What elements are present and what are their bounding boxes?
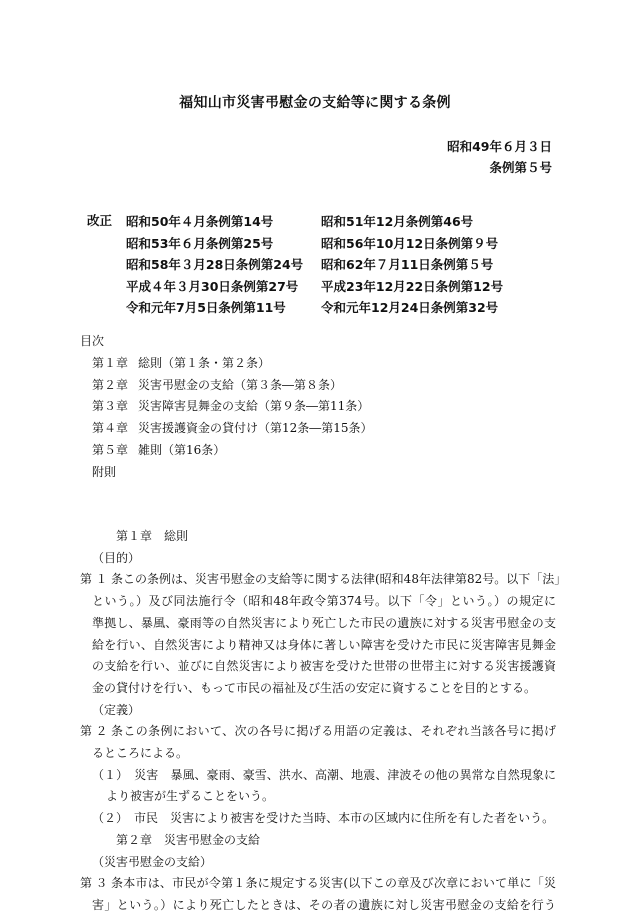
article-line: の支給を行い、並びに自然災害により被害を受けた世帯の世帯主に対する災害援護資 [92, 659, 556, 674]
article-line: という。）及び同法施行令（昭和48年政令第374号。以下「令」という。）の規定に [92, 594, 556, 609]
item-term: 市民 [134, 811, 159, 826]
article-line: 準拠し、暴風、豪雨等の自然災害により死亡した市民の遺族に対する災害弔慰金の支 [92, 615, 556, 630]
toc-supplement: 附則 [92, 464, 117, 479]
article-line: 金の貸付けを行い、もって市民の福祉及び生活の安定に資することを目的とする。 [92, 680, 537, 695]
ordinance-number: 条例第５号 [489, 160, 552, 175]
revision-entry: 昭和53年６月条例第25号 [126, 235, 274, 251]
toc-heading: 目次 [80, 334, 105, 348]
article-line: 第１条この条例は、災害弔慰金の支給等に関する法律(昭和48年法律第82号。以下「法」 [80, 569, 556, 591]
toc-chapter-number: 第３章 [92, 399, 129, 414]
revision-entry: 昭和50年４月条例第14号 [126, 214, 274, 229]
toc-chapter-title: 雑則（第16条） [138, 442, 226, 457]
chapter-heading: 第１章 総則 [116, 529, 189, 543]
revision-entry: 昭和58年３月28日条例第24号 [126, 257, 304, 272]
revision-entry: 昭和62年７月11日条例第５号 [321, 257, 494, 272]
revision-entry: 平成23年12月22日条例第12号 [321, 278, 504, 294]
table-of-contents [92, 353, 373, 483]
revision-label: 改正 [87, 213, 113, 228]
revision-entry: 昭和51年12月条例第46号 [321, 214, 474, 229]
article-caption: （災害弔慰金の支給） [92, 854, 213, 869]
page-title: 福知山市災害弔慰金の支給等に関する条例 [179, 95, 451, 111]
revision-row [126, 297, 503, 319]
toc-chapter-number: 第４章 [92, 421, 129, 436]
article-line: 給を行い、自然災害により精神又は身体に著しい障害を受けた市民に災害障害見舞金 [92, 637, 556, 652]
revision-row [126, 233, 503, 255]
toc-chapter-title: 災害障害見舞金の支給（第９条―第11条） [138, 399, 370, 414]
article-1 [80, 569, 567, 699]
chapter-heading: 第２章 災害弔慰金の支給 [116, 832, 261, 847]
toc-item [92, 353, 373, 375]
toc-chapter-title: 災害弔慰金の支給（第３条―第８条） [138, 377, 343, 392]
article-line: 第３条本市は、市民が令第１条に規定する災害(以下この章及び次章において単に「災 [80, 873, 556, 895]
revision-entry: 令和元年7月5日条例第11号 [126, 300, 286, 315]
article-number: 第１条 [80, 572, 123, 587]
article-number: 第３条 [80, 876, 123, 891]
toc-chapter-number: 第１章 [92, 356, 129, 370]
revision-entry: 令和元年12月24日条例第32号 [321, 300, 499, 315]
item-term: 災害 [134, 767, 159, 782]
toc-item [92, 375, 373, 397]
article-2 [80, 721, 556, 830]
article-caption: （目的） [92, 550, 141, 565]
article-caption: （定義） [92, 702, 141, 717]
item-number: （２） [92, 811, 123, 826]
toc-item [92, 462, 373, 484]
revision-row [126, 254, 503, 276]
toc-chapter-title: 総則（第１条・第２条） [138, 356, 271, 370]
toc-chapter-number: 第５章 [92, 442, 129, 457]
toc-chapter-title: 災害援護資金の貸付け（第12条―第15条） [138, 421, 373, 436]
article-3 [80, 873, 556, 916]
revision-entry: 平成４年３月30日条例第27号 [126, 278, 299, 294]
enactment-info [447, 136, 552, 178]
definition-item: （２） 市民 災害により被害を受けた当時、本市の区域内に住所を有した者をいう。 [92, 811, 555, 826]
article-line: 第２条この条例において、次の各号に掲げる用語の定義は、それぞれ当該各号に掲げ [80, 721, 556, 743]
toc-item [92, 440, 373, 462]
ordinance-body [80, 526, 567, 917]
revision-row [126, 276, 503, 298]
enactment-date: 昭和49年６月３日 [447, 139, 552, 154]
toc-chapter-number: 第２章 [92, 377, 129, 392]
article-number: 第２条 [80, 724, 123, 739]
toc-item [92, 396, 373, 418]
revision-row [126, 211, 503, 233]
toc-item [92, 418, 373, 440]
definition-item-line: より被害が生ずることをいう。 [106, 789, 275, 804]
revision-list [126, 211, 503, 319]
revision-entry: 昭和56年10月12日条例第９号 [321, 235, 499, 251]
item-number: （１） [92, 767, 123, 782]
article-line: 害」という。）により死亡したときは、その者の遺族に対し災害弔慰金の支給を行う [92, 897, 556, 912]
article-line: るところによる。 [92, 746, 189, 761]
definition-item: （１） 災害 暴風、豪雨、豪雪、洪水、高潮、地震、津波その他の異常な自然現象に [92, 767, 556, 782]
